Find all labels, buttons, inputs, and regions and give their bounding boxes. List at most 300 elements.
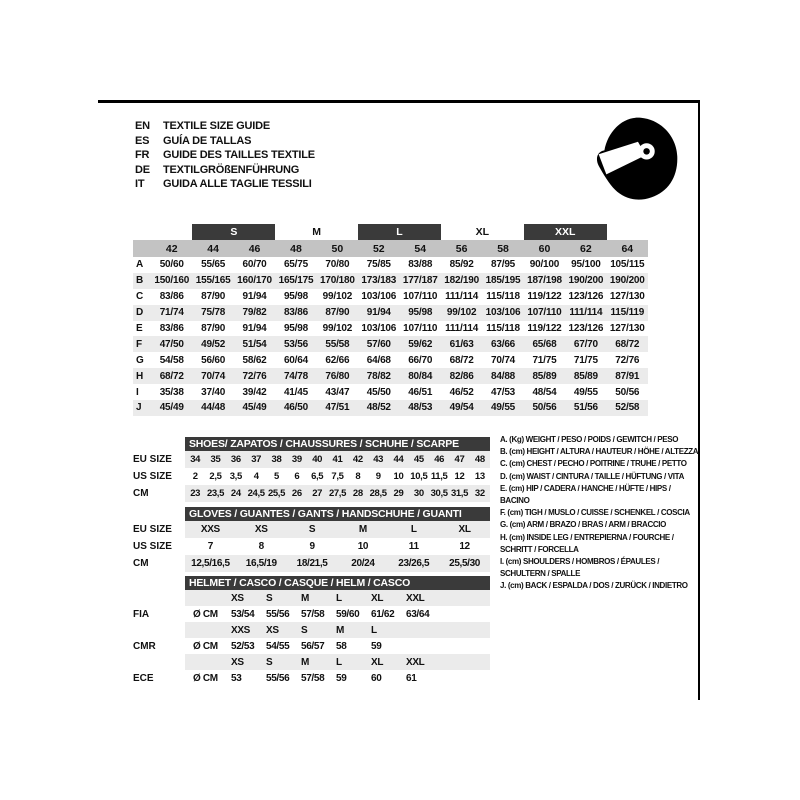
measurement-cell: 87/90 xyxy=(201,291,226,303)
helmet-size-cell: M xyxy=(301,592,309,604)
measurement-cell: 60/64 xyxy=(283,354,308,366)
diameter-unit-cell: Ø CM xyxy=(193,640,218,652)
measurement-cell: 72/76 xyxy=(615,354,640,366)
measurement-cell: 54/58 xyxy=(159,354,184,366)
row-letter: J xyxy=(136,402,142,414)
row-label: US SIZE xyxy=(133,541,172,552)
measurement-cell: 75/78 xyxy=(201,307,226,319)
size-header-cell: 54 xyxy=(414,242,427,255)
helmet-value-cell: 60 xyxy=(371,672,382,684)
measurement-cell: 123/126 xyxy=(568,323,604,334)
language-label: GUIDA ALLE TAGLIE TESSILI xyxy=(163,178,312,191)
size-row xyxy=(185,468,490,485)
measurement-cell: 127/130 xyxy=(609,291,645,303)
legend-item: B. (cm) HEIGHT / ALTURA / HAUTEUR / HÖHE / ALTEZZA xyxy=(500,447,699,457)
measurement-cell: 80/84 xyxy=(408,370,433,382)
language-label: TEXTILGRÖßENFÜHRUNG xyxy=(163,163,300,176)
measurement-cell: 99/102 xyxy=(446,307,477,319)
size-header-cell: 62 xyxy=(580,242,592,255)
measurement-cell: 49/54 xyxy=(449,402,474,414)
helmet-value-cell: 59 xyxy=(371,640,382,652)
language-code: EN xyxy=(135,120,150,132)
language-code: IT xyxy=(135,178,145,191)
legend-item: G. (cm) ARM / BRAZO / BRAS / ARM / BRACCIO xyxy=(500,520,667,530)
measurement-cell: 66/70 xyxy=(408,354,433,366)
measurement-cell: 103/106 xyxy=(485,307,521,319)
size-cell: 27,5 xyxy=(328,488,347,499)
measurement-cell: 83/88 xyxy=(408,259,433,271)
measurement-legend xyxy=(500,434,700,593)
measurement-cell: 47/51 xyxy=(325,402,350,414)
diameter-unit-cell: Ø CM xyxy=(193,608,218,620)
measurement-cell: 56/60 xyxy=(201,354,226,366)
legend-item: J. (cm) BACK / ESPALDA / DOS / ZURÜCK / INDIETRO xyxy=(500,581,688,591)
measurement-cell: 71/74 xyxy=(159,307,184,319)
measurement-row-i xyxy=(133,384,648,400)
size-cell: 36 xyxy=(230,454,241,465)
measurement-cell: 107/110 xyxy=(403,323,438,334)
measurement-cell: 190/200 xyxy=(568,275,604,287)
row-letter: B xyxy=(136,275,144,287)
row-letter: H xyxy=(136,370,144,382)
measurement-cell: 170/180 xyxy=(319,275,355,287)
measurement-cell: 99/102 xyxy=(322,291,353,303)
helmet-sizes-row xyxy=(185,590,490,606)
language-code: DE xyxy=(135,163,150,176)
measurement-row-a xyxy=(133,257,648,273)
size-cell: 4 xyxy=(253,471,259,482)
size-header-cell: 50 xyxy=(331,242,344,255)
size-cell: 40 xyxy=(312,454,323,465)
size-cell: 18/21,5 xyxy=(296,558,328,569)
measurement-cell: 55/65 xyxy=(201,259,226,271)
row-label: CM xyxy=(133,558,149,569)
helmet-size-cell: L xyxy=(336,656,342,668)
size-header-cell: 60 xyxy=(538,242,551,255)
measurement-row-b xyxy=(133,273,648,289)
size-cell: 16,5/19 xyxy=(245,558,277,569)
measurement-cell: 83/86 xyxy=(159,291,184,303)
sizes-header-row xyxy=(133,240,648,257)
row-label: CM xyxy=(133,488,149,499)
size-cell: L xyxy=(410,524,417,535)
measurement-cell: 50/56 xyxy=(615,386,640,398)
measurement-row-d xyxy=(133,305,648,321)
language-label: TEXTILE SIZE GUIDE xyxy=(163,120,271,132)
size-cell: 42 xyxy=(352,454,363,465)
section-title-bar: HELMET / CASCO / CASQUE / HELM / CASCO xyxy=(185,576,490,590)
measurement-cell: 177/187 xyxy=(402,275,438,287)
size-header-cell: 56 xyxy=(455,242,468,255)
measurement-cell: 55/58 xyxy=(325,338,350,350)
helmet-size-cell: XL xyxy=(371,656,384,668)
shoes-size-table xyxy=(185,437,490,502)
size-cell: 10 xyxy=(393,471,404,482)
measurement-cell: 185/195 xyxy=(485,275,521,287)
size-group-l: L xyxy=(358,224,441,240)
language-row xyxy=(135,163,315,178)
measurement-cell: 105/115 xyxy=(610,259,645,271)
size-cell: 35 xyxy=(210,454,221,465)
language-list xyxy=(135,119,315,192)
size-cell: 27 xyxy=(312,488,323,499)
size-cell: 8 xyxy=(258,541,264,552)
measurement-cell: 49/55 xyxy=(573,386,598,398)
measurement-cell: 64/68 xyxy=(366,354,391,366)
language-row xyxy=(135,119,315,134)
helmet-value-cell: 55/56 xyxy=(266,672,290,684)
shoes-size-section xyxy=(133,437,490,502)
row-letter: G xyxy=(136,354,144,366)
size-cell: XL xyxy=(458,524,471,535)
size-cell: 20/24 xyxy=(351,558,375,569)
spacer xyxy=(133,507,185,521)
measurement-cell: 87/90 xyxy=(201,323,226,334)
measurement-cell: 47/50 xyxy=(159,338,184,350)
measurement-cell: 90/100 xyxy=(529,259,560,271)
helmet-row-labels xyxy=(133,576,185,686)
measurement-cell: 68/72 xyxy=(615,338,640,350)
row-label: EU SIZE xyxy=(133,454,172,465)
size-cell: S xyxy=(308,524,316,535)
size-header-cell: 46 xyxy=(248,242,261,255)
measurement-cell: 95/98 xyxy=(283,291,308,303)
size-row xyxy=(185,451,490,468)
helmet-icon xyxy=(591,113,683,205)
measurement-cell: 45/50 xyxy=(366,386,391,398)
size-cell: 12 xyxy=(454,471,465,482)
legend-item: C. (cm) CHEST / PECHO / POITRINE / TRUHE / PETTO xyxy=(500,459,687,469)
measurement-row-j xyxy=(133,400,648,416)
helmet-size-table xyxy=(185,576,490,686)
measurement-cell: 49/55 xyxy=(491,402,516,414)
measurement-cell: 50/56 xyxy=(532,402,557,414)
size-cell: M xyxy=(358,524,367,535)
measurement-cell: 127/130 xyxy=(609,323,645,334)
measurement-cell: 91/94 xyxy=(242,291,267,303)
measurement-cell: 115/119 xyxy=(610,307,645,319)
helmet-value-cell: 61 xyxy=(406,672,417,684)
measurement-cell: 155/165 xyxy=(195,275,231,287)
row-letter: F xyxy=(136,338,142,350)
measurement-cell: 50/60 xyxy=(159,259,184,271)
language-row xyxy=(135,148,315,163)
measurement-cell: 70/74 xyxy=(201,370,226,382)
size-cell: 39 xyxy=(291,454,302,465)
measurement-cell: 48/52 xyxy=(366,402,391,414)
legend-item: I. (cm) SHOULDERS / HOMBROS / ÉPAULES / SCHULTERN / SPALLE xyxy=(500,557,660,579)
gloves-size-table xyxy=(185,507,490,572)
row-label: US SIZE xyxy=(133,471,172,482)
standard-label-cmr: CMR xyxy=(133,640,156,652)
measurement-cell: 115/118 xyxy=(486,291,520,303)
helmet-value-cell: 58 xyxy=(336,640,347,652)
measurement-cell: 46/51 xyxy=(408,386,433,398)
measurement-cell: 85/89 xyxy=(532,370,557,382)
measurement-cell: 123/126 xyxy=(568,291,604,303)
measurement-cell: 61/63 xyxy=(449,338,474,350)
row-letter: I xyxy=(136,386,139,398)
row-letter: D xyxy=(136,307,144,319)
measurement-cell: 59/62 xyxy=(408,338,433,350)
size-cell: 37 xyxy=(251,454,262,465)
size-cell: 7 xyxy=(207,541,214,552)
measurement-cell: 119/122 xyxy=(527,323,562,334)
size-cell: 41 xyxy=(332,454,343,465)
textile-size-table xyxy=(133,222,648,416)
size-group-s: S xyxy=(192,224,275,240)
measurement-cell: 111/114 xyxy=(445,323,479,334)
size-group-m: M xyxy=(312,226,322,238)
helmet-size-cell: S xyxy=(266,656,273,668)
helmet-size-cell: S xyxy=(301,624,308,636)
size-cell: 2 xyxy=(192,471,198,482)
size-cell: 6,5 xyxy=(311,471,324,482)
helmet-value-cell: 63/64 xyxy=(406,608,430,620)
size-cell: 2,5 xyxy=(209,471,222,482)
measurement-cell: 63/66 xyxy=(491,338,516,350)
size-cell: 38 xyxy=(271,454,282,465)
measurement-cell: 95/100 xyxy=(571,259,601,271)
helmet-size-cell: XL xyxy=(371,592,384,604)
helmet-value-cell: 56/57 xyxy=(301,640,325,652)
size-cell: 29 xyxy=(393,488,404,499)
measurement-cell: 91/94 xyxy=(366,307,391,319)
size-cell: 43 xyxy=(373,454,384,465)
measurement-cell: 103/106 xyxy=(361,291,397,303)
size-cell: 47 xyxy=(454,454,465,465)
size-group-row xyxy=(133,222,648,240)
standard-label-fia: FIA xyxy=(133,608,150,620)
size-cell: 24,5 xyxy=(247,488,265,499)
size-cell: 9 xyxy=(309,541,315,552)
measurement-row-h xyxy=(133,368,648,384)
size-cell: 30 xyxy=(413,488,424,499)
language-label: GUÍA DE TALLAS xyxy=(163,134,252,147)
size-header-cell: 48 xyxy=(290,242,302,255)
measurement-cell: 35/38 xyxy=(159,386,184,398)
gloves-row-labels xyxy=(133,507,185,572)
size-cell: 3,5 xyxy=(229,471,242,482)
size-cell: 28 xyxy=(352,488,363,499)
measurement-cell: 70/80 xyxy=(325,259,350,271)
helmet-size-cell: XS xyxy=(231,656,244,668)
language-code: FR xyxy=(135,149,150,162)
legend-item: D. (cm) WAIST / CINTURA / TAILLE / HÜFTUNG / VITA xyxy=(500,471,685,481)
measurement-cell: 67/70 xyxy=(573,338,598,350)
measurement-cell: 78/82 xyxy=(366,370,391,382)
measurement-cell: 45/49 xyxy=(242,402,267,414)
measurement-cell: 49/52 xyxy=(201,338,226,350)
size-cell: 28,5 xyxy=(369,488,387,499)
measurement-cell: 48/54 xyxy=(532,386,557,398)
size-cell: 11 xyxy=(408,541,419,552)
measurement-row-c xyxy=(133,289,648,305)
size-cell: 25,5 xyxy=(267,488,286,499)
size-cell: 31,5 xyxy=(450,488,469,499)
size-cell: 11,5 xyxy=(430,471,448,482)
language-code: ES xyxy=(135,134,150,147)
measurement-cell: 52/58 xyxy=(615,402,640,414)
measurement-cell: 76/80 xyxy=(325,370,350,382)
size-cell: 34 xyxy=(190,454,201,465)
size-group-xxl: XXL xyxy=(524,224,607,240)
measurement-cell: 79/82 xyxy=(242,307,267,319)
helmet-size-cell: M xyxy=(301,656,309,668)
row-letter: E xyxy=(136,323,143,334)
measurement-cell: 95/98 xyxy=(283,323,308,334)
size-cell: 44 xyxy=(393,454,404,465)
measurement-cell: 83/86 xyxy=(159,323,184,334)
size-cell: 9 xyxy=(375,471,381,482)
measurement-cell: 103/106 xyxy=(361,323,397,334)
measurement-cell: 71/75 xyxy=(532,354,557,366)
size-header-cell: 64 xyxy=(621,242,634,255)
measurement-cell: 115/118 xyxy=(486,323,520,334)
measurement-cell: 85/92 xyxy=(449,259,474,271)
size-cell: 45 xyxy=(413,454,424,465)
spacer xyxy=(133,590,185,606)
helmet-value-cell: 59/60 xyxy=(336,608,360,620)
size-row xyxy=(185,538,490,555)
measurement-cell: 57/60 xyxy=(366,338,391,350)
helmet-size-cell: S xyxy=(266,592,273,604)
size-row xyxy=(185,485,490,502)
measurement-cell: 48/53 xyxy=(408,402,433,414)
helmet-values-row xyxy=(185,670,490,686)
size-cell: 10,5 xyxy=(410,471,428,482)
language-row xyxy=(135,134,315,149)
size-cell: 12 xyxy=(459,541,470,552)
spacer xyxy=(133,576,185,590)
measurement-cell: 107/110 xyxy=(403,291,438,303)
size-cell: 8 xyxy=(355,471,361,482)
size-cell: XXS xyxy=(200,524,220,535)
helmet-size-cell: L xyxy=(336,592,342,604)
measurement-cell: 82/86 xyxy=(449,370,474,382)
size-cell: 25,5/30 xyxy=(449,558,481,569)
helmet-size-section xyxy=(133,576,490,686)
helmet-size-cell: XS xyxy=(266,624,279,636)
measurement-row-g xyxy=(133,352,648,368)
measurement-cell: 51/54 xyxy=(242,338,267,350)
measurement-cell: 68/72 xyxy=(159,370,184,382)
size-row xyxy=(185,521,490,538)
size-cell: 12,5/16,5 xyxy=(191,558,230,569)
size-header-cell: 42 xyxy=(165,242,178,255)
row-letter: A xyxy=(136,259,144,271)
measurement-cell: 68/72 xyxy=(449,354,474,366)
measurement-cell: 111/114 xyxy=(569,307,603,319)
helmet-size-cell: XS xyxy=(231,592,244,604)
size-cell: 23 xyxy=(190,488,201,499)
helmet-value-cell: 53/54 xyxy=(231,608,255,620)
measurement-cell: 84/88 xyxy=(491,370,516,382)
diameter-unit-cell: Ø CM xyxy=(193,672,218,684)
measurement-cell: 111/114 xyxy=(445,291,479,303)
measurement-cell: 71/75 xyxy=(573,354,598,366)
legend-item: E. (cm) HIP / CADERA / HANCHE / HÜFTE / HIPS / BACINO xyxy=(500,483,671,506)
measurement-cell: 53/56 xyxy=(283,338,308,350)
legend-item: F. (cm) TIGH / MUSLO / CUISSE / SCHENKEL / COSCIA xyxy=(500,508,690,518)
size-cell: 23,5 xyxy=(206,488,225,499)
legend-item: A. (Kg) WEIGHT / PESO / POIDS / GEWITCH / PESO xyxy=(500,435,679,444)
measurement-cell: 99/102 xyxy=(322,323,353,334)
measurement-cell: 87/91 xyxy=(615,370,640,382)
size-cell: 24 xyxy=(230,488,241,499)
size-header-cell: 58 xyxy=(497,242,509,255)
helmet-size-cell: L xyxy=(371,624,377,636)
size-cell: 32 xyxy=(474,488,485,499)
helmet-value-cell: 55/56 xyxy=(266,608,290,620)
measurement-cell: 150/160 xyxy=(154,275,190,287)
measurement-cell: 58/62 xyxy=(242,354,267,366)
section-title-bar: GLOVES / GUANTES / GANTS / HANDSCHUHE / GUANTI xyxy=(185,507,490,521)
size-header-cell: 44 xyxy=(207,242,219,255)
helmet-value-cell: 61/62 xyxy=(371,608,395,620)
measurement-cell: 72/76 xyxy=(242,370,267,382)
measurement-cell: 41/45 xyxy=(283,386,308,398)
measurement-cell: 187/198 xyxy=(527,275,562,287)
measurement-cell: 190/200 xyxy=(609,275,645,287)
measurement-cell: 75/85 xyxy=(366,259,391,271)
gloves-size-section xyxy=(133,507,490,572)
measurement-cell: 62/66 xyxy=(325,354,350,366)
section-title-bar: SHOES/ ZAPATOS / CHAUSSURES / SCHUHE / SCARPE xyxy=(185,437,490,451)
size-cell: 26 xyxy=(291,488,302,499)
spacer xyxy=(133,654,185,670)
helmet-value-cell: 57/58 xyxy=(301,672,325,684)
measurement-cell: 60/70 xyxy=(242,259,267,271)
spacer xyxy=(133,622,185,638)
measurement-cell: 165/175 xyxy=(278,275,314,287)
size-cell: 30,5 xyxy=(430,488,448,499)
measurement-cell: 119/122 xyxy=(527,291,562,303)
measurement-cell: 95/98 xyxy=(408,307,433,319)
row-label: EU SIZE xyxy=(133,524,172,535)
measurement-cell: 46/50 xyxy=(283,402,308,414)
helmet-values-row xyxy=(185,638,490,654)
size-cell: 5 xyxy=(274,471,279,482)
spacer xyxy=(133,437,185,451)
measurement-cell: 43/47 xyxy=(325,386,350,398)
measurement-cell: 173/183 xyxy=(361,275,397,287)
measurement-cell: 51/56 xyxy=(573,402,598,414)
measurement-cell: 45/49 xyxy=(159,402,184,414)
measurement-cell: 74/78 xyxy=(283,370,308,382)
measurement-cell: 44/48 xyxy=(201,402,226,414)
measurement-cell: 87/90 xyxy=(325,307,350,319)
size-cell: 13 xyxy=(474,471,485,482)
size-header-cell: 52 xyxy=(372,242,385,255)
measurement-cell: 39/42 xyxy=(242,386,267,398)
measurement-cell: 70/74 xyxy=(491,354,516,366)
size-cell: 46 xyxy=(434,454,445,465)
helmet-value-cell: 52/53 xyxy=(231,640,255,652)
helmet-values-row xyxy=(185,606,490,622)
measurement-cell: 91/94 xyxy=(242,323,267,334)
measurement-cell: 83/86 xyxy=(283,307,308,319)
measurement-cell: 85/89 xyxy=(573,370,598,382)
helmet-size-cell: M xyxy=(336,624,344,636)
legend-item: H. (cm) INSIDE LEG / ENTREPIERNA / FOURCHE / SCHRITT / FORCELLA xyxy=(500,532,674,554)
size-cell: 23/26,5 xyxy=(398,558,430,569)
measurement-cell: 87/95 xyxy=(491,259,516,271)
helmet-value-cell: 57/58 xyxy=(301,608,325,620)
size-group-xl: XL xyxy=(475,226,490,238)
measurement-cell: 65/75 xyxy=(283,259,308,271)
measurement-cell: 46/52 xyxy=(449,386,474,398)
